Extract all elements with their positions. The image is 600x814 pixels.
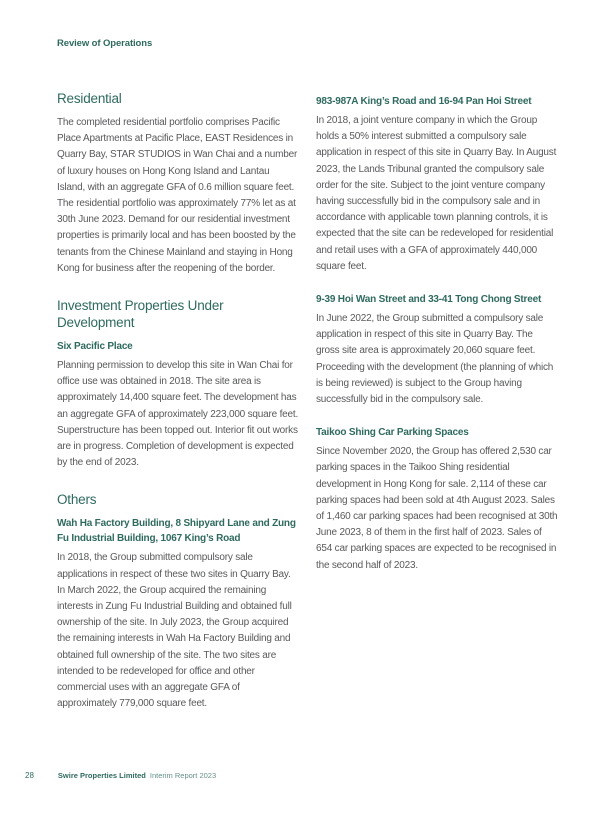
- paragraph-wah-ha: In 2018, the Group submitted compulsory sale applications in respect of these two sites in Quarry Bay. In March 2022, the Group acquired the remaining interests in Zung Fu Industrial Building and obtained full ownership of the site. In July 2023, the Group acquired the remaining interests in Wah Ha Factory Building and obtained full ownership of the site. The two sites are intended to be redeveloped for office and other commercial uses with an aggregate GFA of approximately 779,000 square feet.: [57, 552, 292, 710]
- running-header: Review of Operations: [57, 38, 153, 49]
- page-number: 28: [25, 771, 34, 780]
- section-heading-others: Others: [57, 492, 97, 508]
- paragraph-six-pacific-place: Planning permission to develop this site in Wan Chai for office use was obtained in 2018. The site area is approximately 14,400 square feet. The development has an aggregate GFA of approximately 223,000 square feet. Superstructure has been topped out. Interior fit out works are in progress. Completion of development is expected by the end of 2023.: [57, 360, 299, 469]
- section-heading-under-development: Investment Properties Under Development: [57, 298, 224, 331]
- paragraph-kings-road: In 2018, a joint venture company in which the Group holds a 50% interest submitted a compulsory sale application in respect of this site in Quarry Bay. In August 2023, the Lands Tribunal granted the compulsory sale order for the site. Subject to the joint venture company having successfully bid in the compulsory sale and in accordance with applicable town planning controls, it is expected that the site can be redeveloped for residential and retail uses with a GFA of approximately 440,000 square feet.: [316, 115, 557, 272]
- right-column: [316, 90, 558, 712]
- paragraph-residential: The completed residential portfolio comprises Pacific Place Apartments at Pacific Place, EAST Residences in Quarry Bay, STAR STUDIOS in Wan Chai and a number of luxury houses on Hong Kong Island and Lantau Island, with an aggregate GFA of 0.6 million square feet. The residential portfolio was approximately 77% let as at 30th June 2023. Demand for our residential investment properties is primarily local and has been boosted by the tenants from the Chinese Mainland and staying in Hong Kong for business after the reopening of the border.: [57, 117, 298, 274]
- subsection-heading-six-pacific-place: Six Pacific Place: [57, 341, 133, 353]
- subsection-heading-wah-ha: Wah Ha Factory Building, 8 Shipyard Lane and Zung Fu Industrial Building, 1067 King’s Road: [57, 518, 296, 545]
- subsection-heading-taikoo-shing: Taikoo Shing Car Parking Spaces: [316, 427, 469, 439]
- subsection-heading-hoi-wan: 9-39 Hoi Wan Street and 33-41 Tong Chong Street: [316, 294, 542, 306]
- section-heading-residential: Residential: [57, 91, 122, 106]
- footer-report-title: Interim Report 2023: [149, 771, 217, 780]
- footer-company: Swire Properties Limited: [57, 771, 146, 780]
- left-column: [57, 90, 299, 712]
- subsection-heading-kings-road: 983-987A King’s Road and 16-94 Pan Hoi Street: [316, 96, 532, 107]
- page-footer: [25, 771, 216, 780]
- page-content: [57, 90, 558, 712]
- paragraph-taikoo-shing: Since November 2020, the Group has offered 2,530 car parking spaces in the Taikoo Shing residential development in Hong Kong for sale. 2,114 of these car parking spaces had been sold at 4th August 2023. Sales of 1,460 car parking spaces had been recognised at 30th June 2023, 8 of them in the first half of 2023. Sales of 654 car parking spaces are expected to be recognised in the second half of 2023.: [316, 446, 558, 571]
- paragraph-hoi-wan: In June 2022, the Group submitted a compulsory sale application in respect of this site in Quarry Bay. The gross site area is approximately 20,060 square feet. Proceeding with the development (the planning of which is being reviewed) is subject to the Group having successfully bid in the compulsory sale.: [316, 313, 554, 406]
